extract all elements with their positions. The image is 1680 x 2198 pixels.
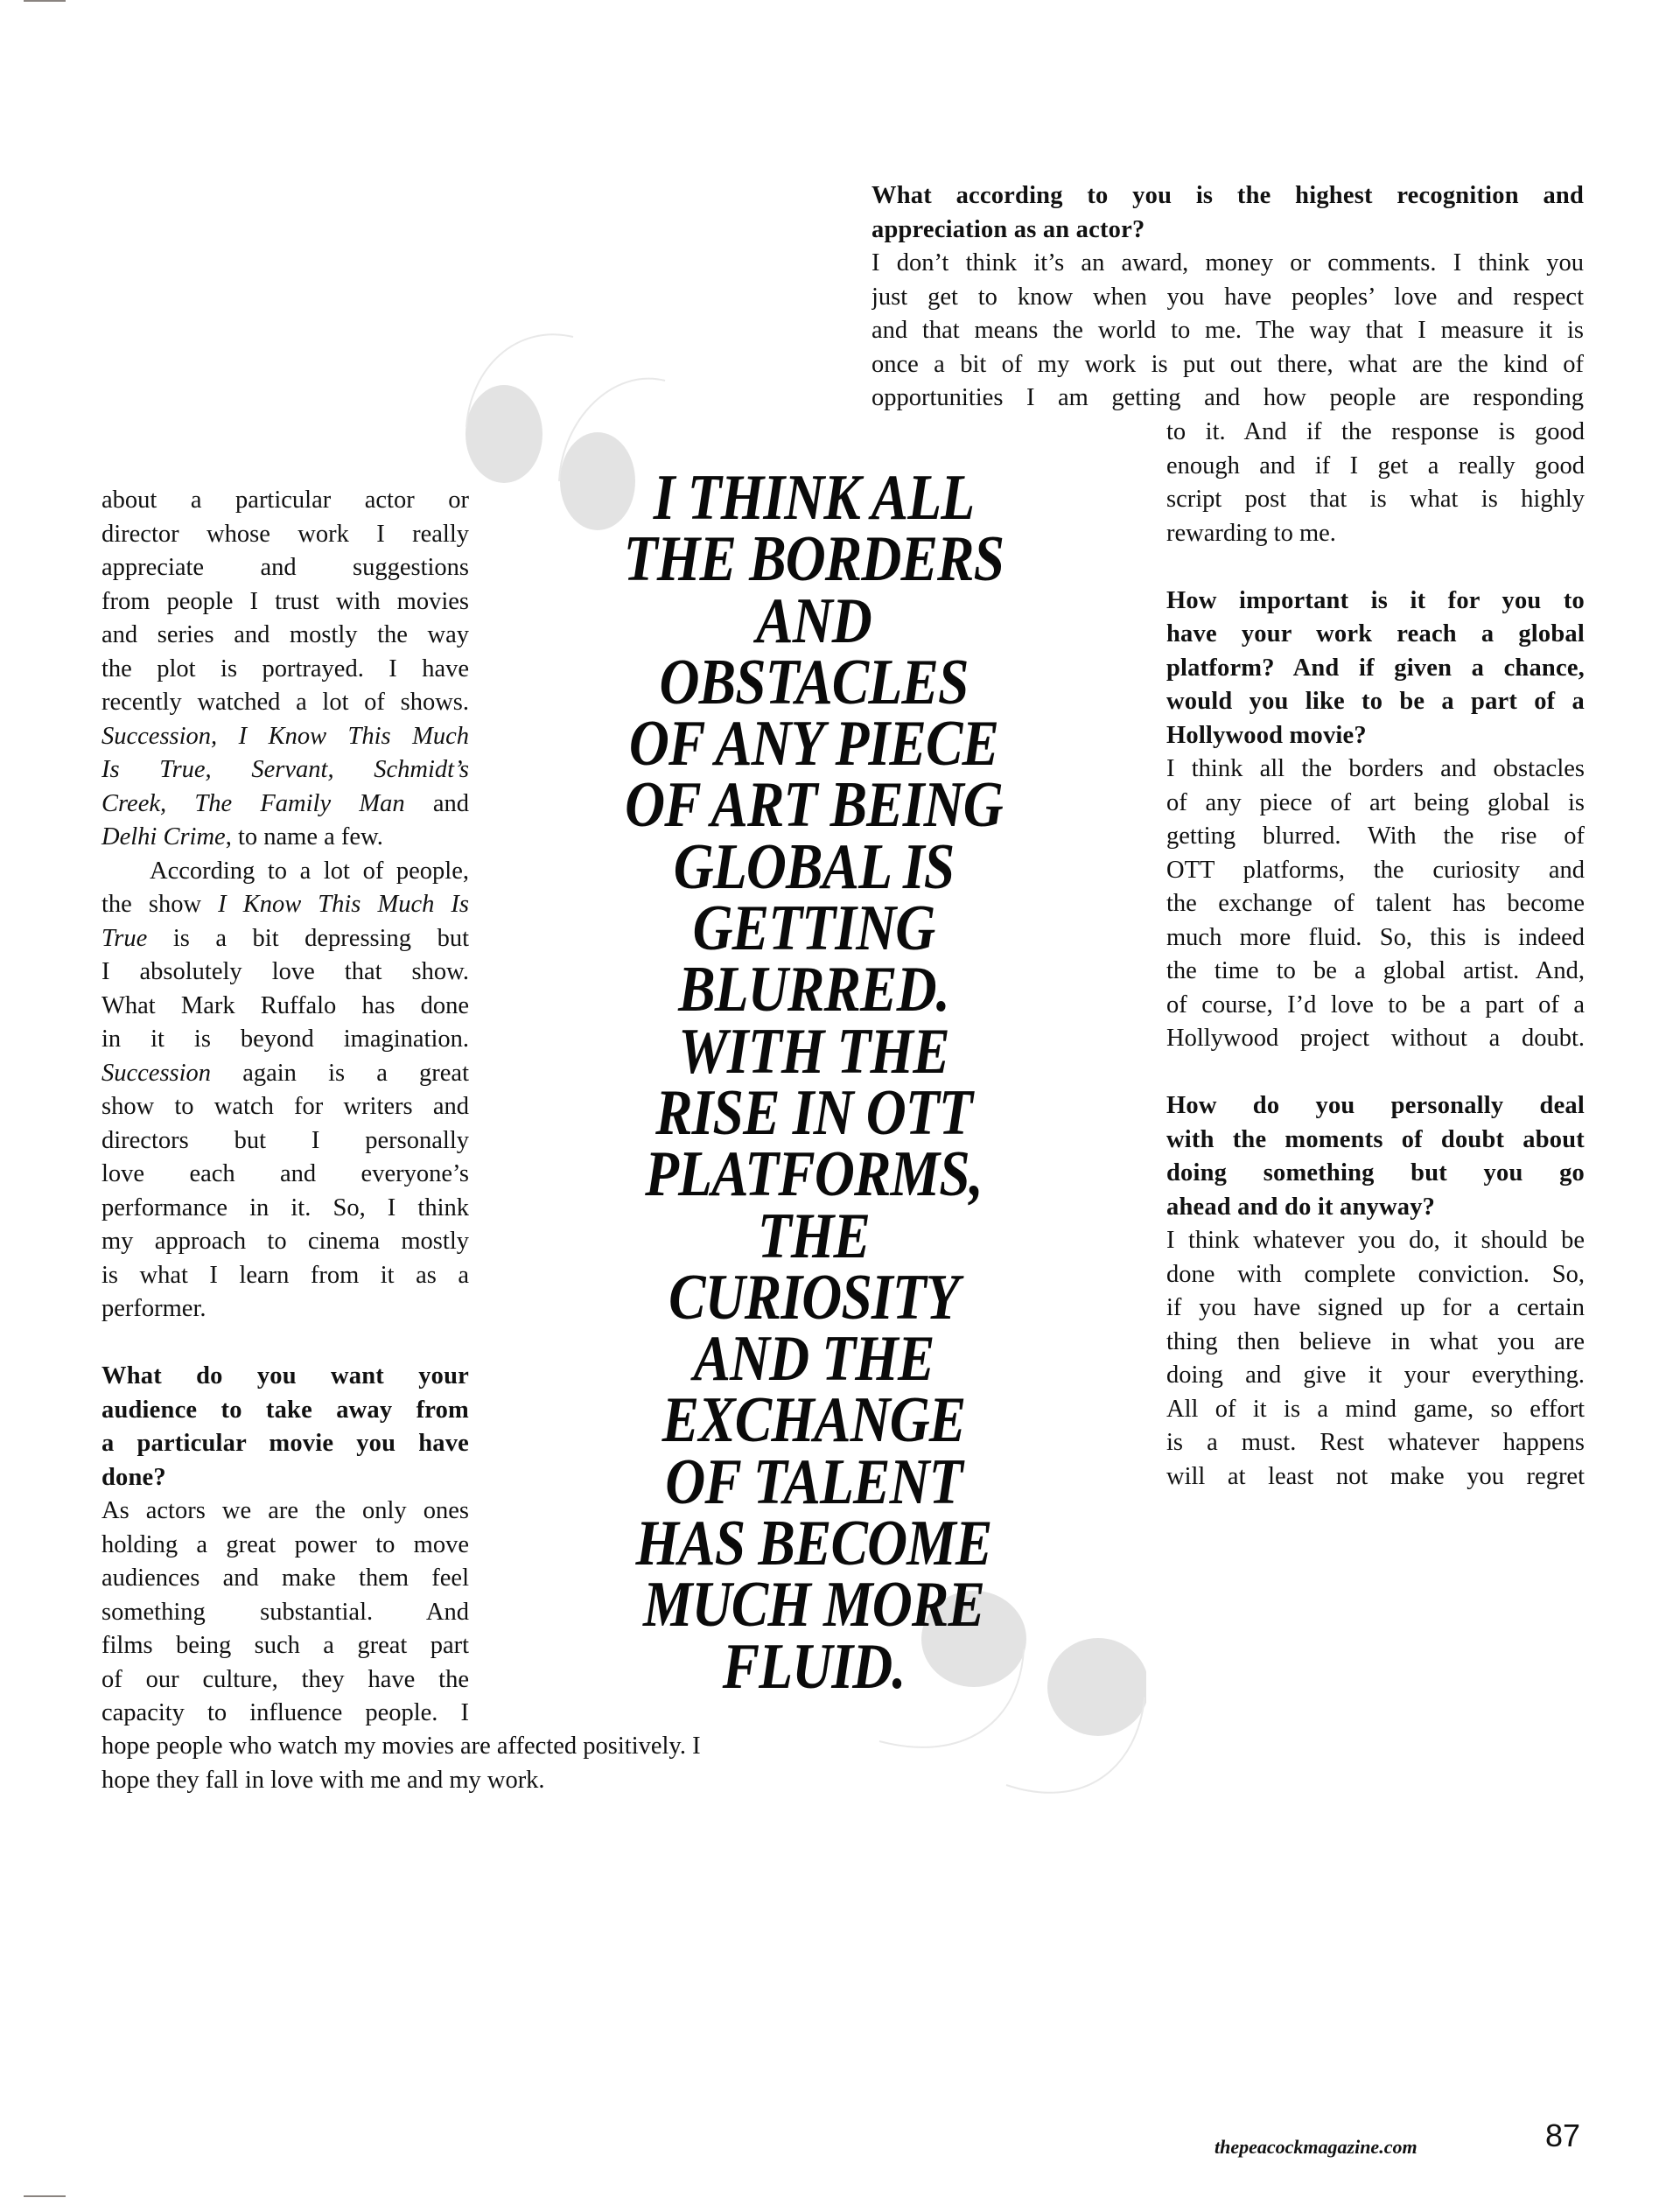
text-line: rewarding to me. xyxy=(1166,519,1336,547)
answer-paragraph xyxy=(872,247,1584,416)
text-line: All of it is a mind game, so effort xyxy=(1166,1395,1585,1423)
text-line: ahead and do it anyway? xyxy=(1166,1193,1436,1221)
text-line: Hollywood movie? xyxy=(1166,721,1367,749)
text-line: platform? And if given a chance, xyxy=(1166,654,1585,682)
text-line: the plot is portrayed. I have xyxy=(102,654,469,682)
pull-quote-line: THE xyxy=(757,1200,871,1272)
show-title: I Know This Much Is xyxy=(218,891,469,918)
text-fragment: According to a lot of people, xyxy=(150,857,469,885)
answer-paragraph xyxy=(102,1494,469,1731)
text-line: OTT platforms, the curiosity and xyxy=(1166,856,1585,884)
text-line: with the moments of doubt about xyxy=(1166,1125,1585,1153)
show-title: Succession xyxy=(102,1059,212,1087)
left-para1 xyxy=(102,484,469,855)
text-line xyxy=(102,788,469,822)
text-line: appreciation as an actor? xyxy=(872,215,1145,243)
text-line: performance in it. So, I think xyxy=(102,1194,469,1222)
text-line: and that means the world to me. The way that I measure it is xyxy=(872,317,1584,344)
pull-quote-line: AND xyxy=(756,584,872,657)
text-line xyxy=(102,720,469,754)
pull-quote-line: WITH THE xyxy=(678,1015,949,1088)
text-line: I think whatever you do, it should be xyxy=(1166,1227,1585,1254)
show-title: Succession, I Know This Much xyxy=(102,722,469,750)
left-para2 xyxy=(102,855,469,1326)
text-line: have your work reach a global xyxy=(1166,620,1585,648)
text-fragment: and xyxy=(404,789,469,817)
pull-quote-line: FLUID. xyxy=(722,1630,906,1703)
text-line: I think all the borders and obstacles xyxy=(1166,755,1585,782)
text-line: doing and give it your everything. xyxy=(1166,1362,1585,1389)
page-number: 87 xyxy=(1545,2118,1581,2153)
text-line: script post that is what is highly xyxy=(1166,486,1585,513)
right-column xyxy=(1166,416,1585,1494)
text-line: just get to know when you have peoples’ love and respect xyxy=(872,283,1584,311)
pull-quote-line: I THINK ALL xyxy=(653,462,975,534)
pull-quote xyxy=(542,462,1085,1703)
text-line xyxy=(102,922,469,956)
text-line: once a bit of my work is put out there, what are the kind of xyxy=(872,350,1584,378)
text-line: hope they fall in love with me and my work. xyxy=(102,1766,545,1794)
text-line: Hollywood project without a doubt. xyxy=(1166,1025,1585,1052)
text-line: if you have signed up for a certain xyxy=(1166,1294,1585,1321)
text-fragment: , to name a few. xyxy=(225,823,383,850)
paragraph-spacer xyxy=(1166,1056,1585,1090)
text-line: hope people who watch my movies are affected positively. I xyxy=(102,1732,701,1760)
text-line: and series and mostly the way xyxy=(102,621,469,648)
pull-quote-line: CURIOSITY xyxy=(668,1261,959,1334)
text-line: I don’t think it’s an award, money or comments. I think you xyxy=(872,249,1584,276)
question-heading xyxy=(1166,1089,1585,1224)
answer-paragraph xyxy=(1166,752,1585,1056)
text-line xyxy=(102,821,469,855)
text-line: done? xyxy=(102,1463,166,1491)
question-heading xyxy=(872,179,1584,247)
text-line: thing then believe in what you are xyxy=(1166,1327,1585,1355)
text-line: films being such a great part xyxy=(102,1632,469,1659)
text-line: As actors we are the only ones xyxy=(102,1497,469,1524)
text-fragment: again is a great xyxy=(211,1059,469,1087)
show-title: True xyxy=(102,924,148,952)
text-line: director whose work I really xyxy=(102,520,469,548)
question-heading xyxy=(102,1360,469,1494)
text-line: from people I trust with movies xyxy=(102,587,469,615)
crop-mark-top xyxy=(24,0,66,2)
paragraph-spacer xyxy=(102,1326,469,1361)
text-line xyxy=(102,753,469,788)
pull-quote-line: OF ANY PIECE xyxy=(628,708,999,780)
answer-paragraph xyxy=(1166,1224,1585,1494)
text-line: done with complete conviction. So, xyxy=(1166,1260,1585,1288)
pull-quote-line: GETTING xyxy=(692,892,935,965)
text-line: of course, I’d love to be a part of a xyxy=(1166,990,1585,1018)
pull-quote-line: AND THE xyxy=(693,1323,934,1396)
text-line: much more fluid. So, this is indeed xyxy=(1166,923,1585,951)
show-title: Is True, Servant, Schmidt’s xyxy=(102,756,469,783)
text-line: show to watch for writers and xyxy=(102,1093,469,1120)
text-line: will at least not make you regret xyxy=(1166,1462,1585,1490)
text-line: audience to take away from xyxy=(102,1396,469,1424)
text-fragment: the show xyxy=(102,891,219,918)
text-line xyxy=(102,855,469,889)
answer-paragraph xyxy=(1166,416,1585,550)
text-line: getting blurred. With the rise of xyxy=(1166,822,1585,850)
pull-quote-line: THE BORDERS xyxy=(623,523,1004,596)
pull-quote-line: BLURRED. xyxy=(678,954,949,1026)
text-line xyxy=(102,1057,469,1091)
text-line: How important is it for you to xyxy=(1166,586,1585,614)
show-title: Delhi Crime xyxy=(102,823,226,850)
text-line: holding a great power to move xyxy=(102,1530,469,1558)
show-title: Creek, The Family Man xyxy=(102,789,405,817)
pull-quote-line: RISE IN OTT xyxy=(655,1076,972,1149)
text-line: is a must. Rest whatever happens xyxy=(1166,1429,1585,1456)
text-line: How do you personally deal xyxy=(1166,1092,1585,1119)
pull-quote-line: EXCHANGE xyxy=(662,1384,966,1457)
question-heading xyxy=(1166,584,1585,753)
pull-quote-line: PLATFORMS, xyxy=(645,1138,983,1211)
text-line: is what I learn from it as a xyxy=(102,1261,469,1289)
text-line: a particular movie you have xyxy=(102,1430,469,1457)
text-line: What according to you is the highest recognition and xyxy=(872,182,1584,209)
text-fragment: is a bit depressing but xyxy=(147,924,469,952)
text-line: I absolutely love that show. xyxy=(102,958,469,985)
text-line: enough and if I get a really good xyxy=(1166,452,1585,480)
text-line: my approach to cinema mostly xyxy=(102,1228,469,1255)
text-line: opportunities I am getting and how people are responding xyxy=(872,384,1584,411)
text-line: What Mark Ruffalo has done xyxy=(102,991,469,1019)
text-line: something substantial. And xyxy=(102,1598,469,1626)
text-line: What do you want your xyxy=(102,1362,469,1390)
crop-mark-bottom xyxy=(24,2195,66,2197)
text-line: to it. And if the response is good xyxy=(1166,418,1585,445)
text-line: performer. xyxy=(102,1295,206,1322)
pull-quote-line: OF ART BEING xyxy=(625,769,1003,842)
text-line: audiences and make them feel xyxy=(102,1564,469,1592)
text-line: the exchange of talent has become xyxy=(1166,890,1585,917)
text-line: capacity to influence people. I xyxy=(102,1699,469,1726)
text-line: directors but I personally xyxy=(102,1126,469,1154)
left-column-wide-tail xyxy=(102,1730,836,1797)
text-line xyxy=(102,888,469,922)
text-line: about a particular actor or xyxy=(102,486,469,514)
text-line: appreciate and suggestions xyxy=(102,554,469,581)
pull-quote-line: OF TALENT xyxy=(665,1446,962,1518)
left-column xyxy=(102,484,469,1731)
text-line: recently watched a lot of shows. xyxy=(102,689,469,716)
pull-quote-line: OBSTACLES xyxy=(659,646,969,718)
text-line: love each and everyone’s xyxy=(102,1160,469,1187)
text-line: of any piece of art being global is xyxy=(1166,788,1585,816)
text-line: the time to be a global artist. And, xyxy=(1166,957,1585,984)
right-column-top xyxy=(872,179,1584,416)
pull-quote-line: HAS BECOME xyxy=(635,1508,992,1580)
text-line: in it is beyond imagination. xyxy=(102,1026,469,1053)
text-line: would you like to be a part of a xyxy=(1166,688,1585,715)
text-line: of our culture, they have the xyxy=(102,1665,469,1693)
paragraph-spacer xyxy=(1166,550,1585,584)
pull-quote-line: GLOBAL IS xyxy=(673,830,955,903)
website-link[interactable]: thepeacockmagazine.com xyxy=(1214,2136,1418,2158)
text-line: doing something but you go xyxy=(1166,1159,1585,1186)
pull-quote-line: MUCH MORE xyxy=(642,1569,985,1642)
